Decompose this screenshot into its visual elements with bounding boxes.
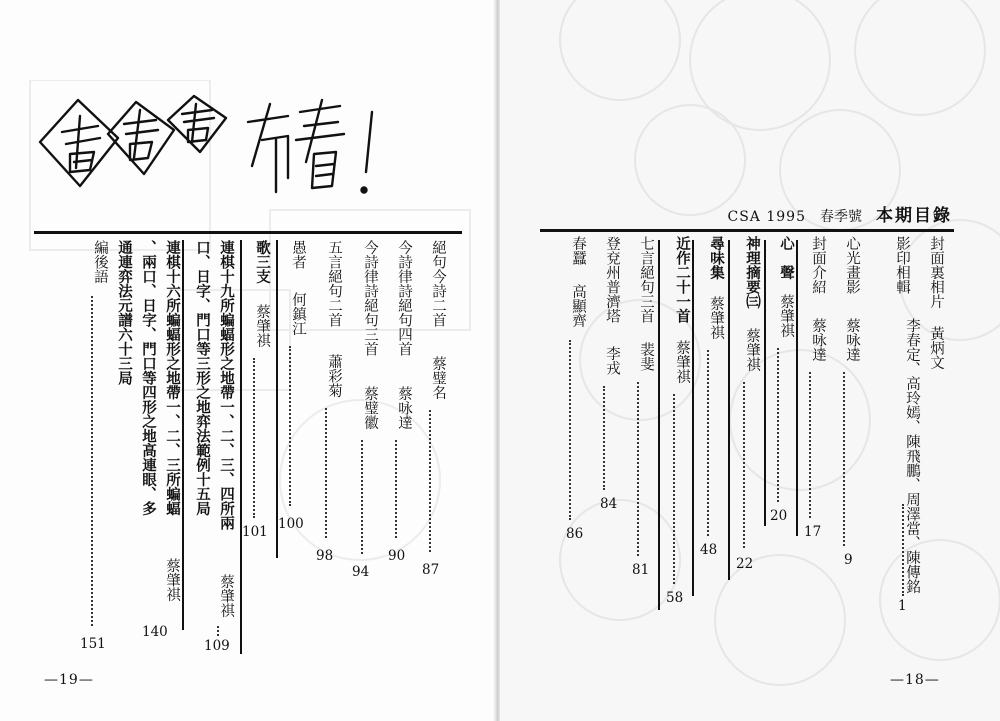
entry-author: 蔡璧名 bbox=[430, 356, 446, 400]
entry-author: 蔡肇祺 bbox=[254, 304, 270, 348]
entry-title: 神理摘要㈢ bbox=[744, 236, 761, 309]
entry-title: 絕句今詩二首 bbox=[430, 240, 446, 327]
column-divider bbox=[796, 240, 798, 536]
entry-page: 94 bbox=[352, 564, 370, 580]
entry-title: 連棋十九所蝙蝠形之地帶一、二、三、四所兩 bbox=[218, 240, 235, 530]
entry-title: 五言絕句二首 bbox=[326, 240, 342, 327]
leader-dots bbox=[325, 408, 335, 538]
entry-title: 連棋十六所蝙蝠形之地帶一、二、三所蝙蝠 bbox=[164, 240, 181, 516]
leader-dots bbox=[809, 372, 819, 518]
column-divider bbox=[182, 240, 184, 630]
entry-page: 86 bbox=[566, 526, 584, 542]
entry-author: 李春定、高玲嫣、陳飛鵬、周澤當、陳傳銘 bbox=[904, 318, 920, 594]
entry-title: 今詩律詩絕句三首 bbox=[362, 240, 378, 356]
entry-title-line2: 口、日字、門口等三形之地弈法範例十五局 bbox=[194, 240, 211, 516]
leader-dots bbox=[603, 386, 613, 490]
entry-title: 尋味集 bbox=[708, 236, 725, 280]
entry-author: 蔡肇祺 bbox=[674, 340, 690, 384]
entry-page: 100 bbox=[278, 516, 304, 532]
entry-author: 黃炳文 bbox=[928, 326, 944, 370]
entry-page: 81 bbox=[632, 562, 650, 578]
entry-title: 今詩律詩絕句四首 bbox=[396, 240, 412, 356]
entry-author: 蔡肇祺 bbox=[218, 574, 234, 618]
entry-page: 109 bbox=[204, 638, 230, 654]
entry-page: 151 bbox=[80, 636, 106, 652]
entry-author: 何鎮江 bbox=[290, 292, 306, 336]
leader-dots bbox=[91, 296, 101, 626]
entry-title: 影印相輯 bbox=[894, 236, 910, 294]
entry-title-line3: 通連弈法元譜六十三局 bbox=[116, 240, 133, 385]
leader-dots bbox=[569, 340, 579, 520]
leader-dots bbox=[902, 504, 912, 596]
leader-dots bbox=[843, 372, 853, 546]
leader-dots bbox=[395, 440, 405, 538]
toc-title: 本期目錄 bbox=[876, 206, 952, 226]
entry-page: 22 bbox=[736, 556, 754, 572]
journal-name: CSA 1995 bbox=[727, 209, 806, 225]
entry-author: 蔡咏達 bbox=[396, 386, 412, 430]
entry-page: 140 bbox=[142, 624, 168, 640]
entry-page: 90 bbox=[388, 548, 406, 564]
entry-title: 心光畫影 bbox=[844, 236, 860, 294]
leader-dots bbox=[637, 382, 647, 556]
leader-dots bbox=[253, 358, 263, 518]
entry-title: 七言絕句三首 bbox=[638, 236, 654, 323]
entry-author: 蔡咏達 bbox=[810, 318, 826, 362]
leader-dots bbox=[289, 346, 299, 506]
entry-title: 歌三支 bbox=[254, 240, 271, 284]
leader-dots bbox=[673, 394, 683, 584]
column-divider bbox=[728, 240, 730, 580]
entry-author: 蔡肇祺 bbox=[744, 328, 760, 372]
entry-page: 87 bbox=[422, 562, 440, 578]
entry-page: 1 bbox=[898, 598, 907, 614]
leader-dots bbox=[743, 382, 753, 548]
entry-author: 高顯齊 bbox=[570, 284, 586, 328]
leader-dots bbox=[777, 348, 787, 502]
entry-title: 登兗州普濟塔 bbox=[604, 236, 620, 323]
entry-author: 李戎 bbox=[604, 346, 620, 375]
page-number-left: —19— bbox=[44, 672, 94, 688]
entry-page: 9 bbox=[844, 552, 853, 568]
entry-title: 編後語 bbox=[92, 240, 108, 284]
handwritten-inscription bbox=[26, 82, 386, 212]
column-divider bbox=[276, 240, 278, 558]
page-number-right: —18— bbox=[890, 672, 940, 688]
entry-title: 愚者 bbox=[290, 240, 306, 269]
top-rule bbox=[34, 231, 462, 234]
leader-dots bbox=[707, 350, 717, 536]
entry-title: 心 聲 bbox=[778, 236, 795, 280]
entry-title-line2: 、兩口、日字、門口等四形之地高連眼、多 bbox=[140, 240, 157, 516]
column-divider bbox=[692, 240, 694, 596]
entry-title: 春蠶 bbox=[570, 236, 586, 265]
entry-author: 裴斐 bbox=[638, 342, 654, 371]
leader-dots bbox=[217, 626, 227, 636]
entry-title: 封面介紹 bbox=[810, 236, 826, 294]
entry-author: 蔡肇祺 bbox=[164, 558, 180, 602]
entry-author: 蔡肇祺 bbox=[708, 296, 724, 340]
entry-title: 封面裏相片 bbox=[928, 236, 944, 309]
column-divider bbox=[240, 240, 242, 654]
issue-season: 春季號 bbox=[820, 209, 862, 225]
entry-page: 48 bbox=[700, 542, 718, 558]
column-divider bbox=[764, 240, 766, 526]
toc-header bbox=[728, 201, 953, 226]
entry-author: 蔡肇祺 bbox=[778, 294, 794, 338]
entry-page: 98 bbox=[316, 548, 334, 564]
leader-dots bbox=[429, 410, 439, 552]
leader-dots bbox=[361, 440, 371, 554]
top-rule bbox=[540, 229, 954, 232]
entry-page: 17 bbox=[804, 524, 822, 540]
entry-title: 近作二十一首 bbox=[674, 236, 691, 323]
column-divider bbox=[658, 240, 660, 610]
entry-author: 蕭彩菊 bbox=[326, 354, 342, 398]
entry-author: 蔡咏達 bbox=[844, 318, 860, 362]
entry-author: 蔡璧徽 bbox=[362, 386, 378, 430]
entry-page: 58 bbox=[666, 590, 684, 606]
entry-page: 101 bbox=[242, 524, 268, 540]
right-page bbox=[500, 0, 1000, 721]
entry-page: 84 bbox=[600, 496, 618, 512]
entry-page: 20 bbox=[770, 508, 788, 524]
